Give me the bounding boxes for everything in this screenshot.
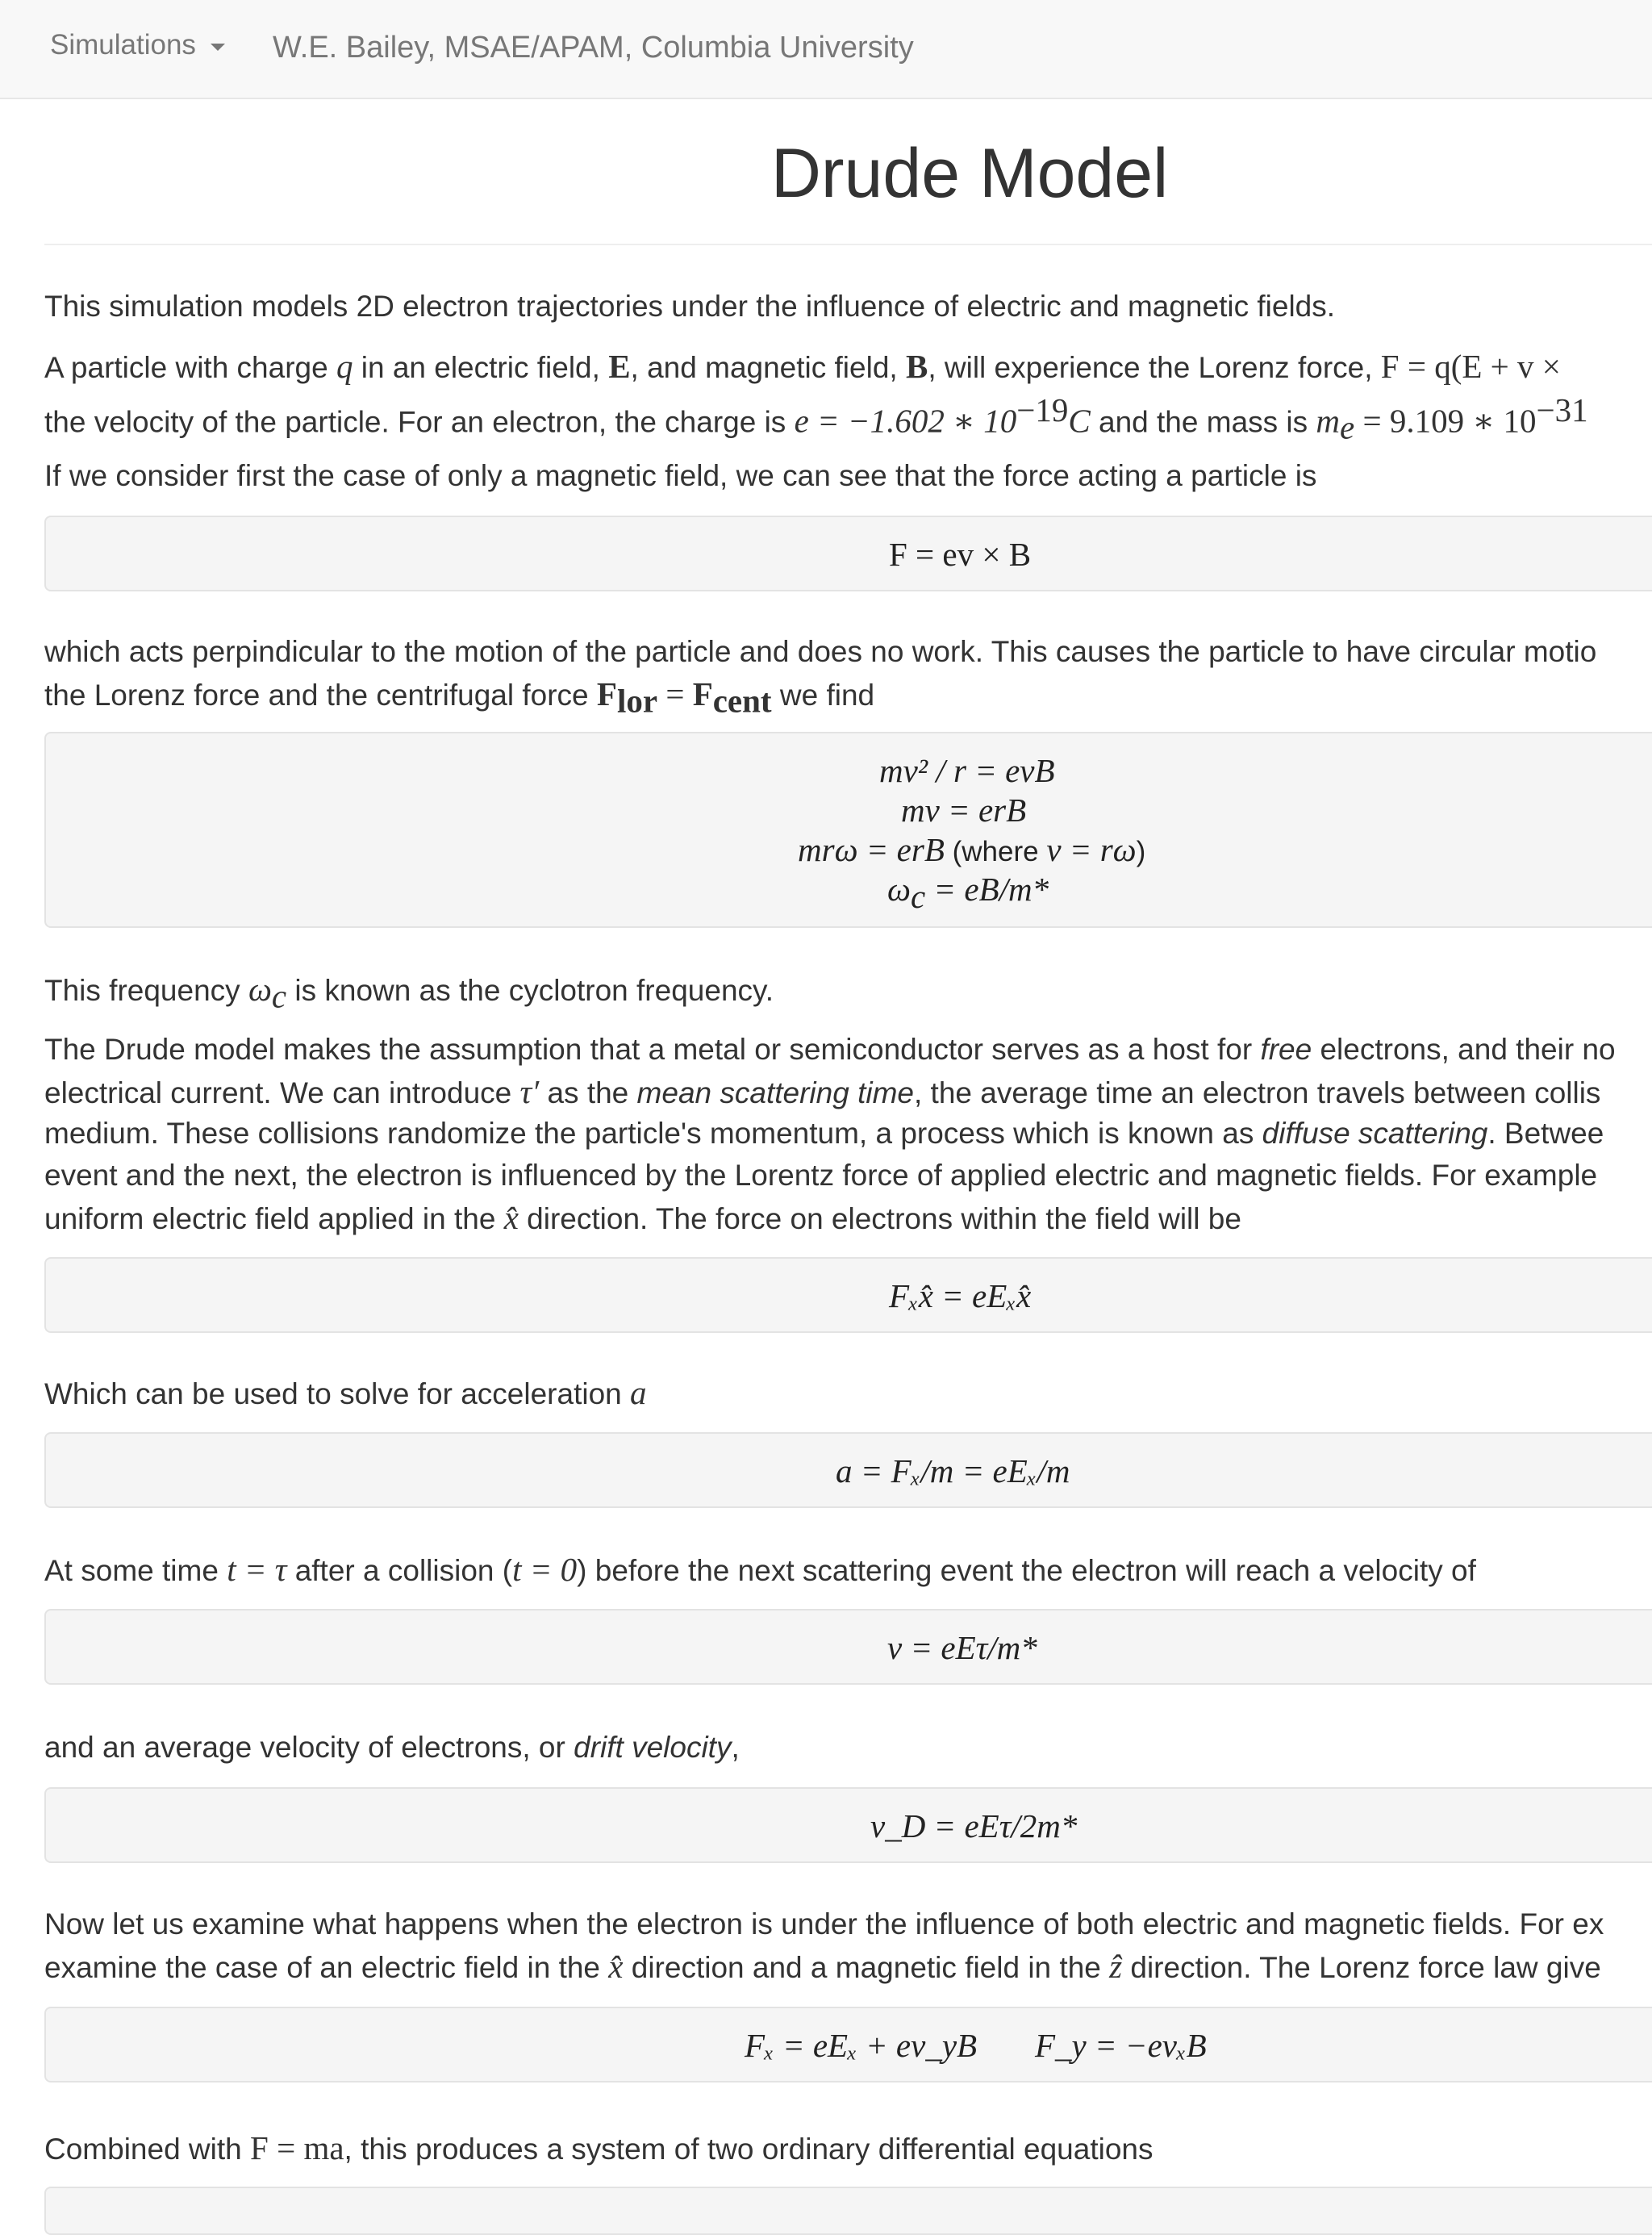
velocity-paragraph: At some time t = τ after a collision (t = 0) before the next scattering event the electron will reach a velocity of [44, 1551, 1476, 1588]
equation-box-lorenz-components [44, 2007, 1652, 2083]
equation-line-1: mv² / r = evB [879, 752, 1055, 789]
equation-acceleration: a = Fₓ/m = eEₓ/m [836, 1452, 1070, 1489]
caret-down-icon [211, 44, 225, 51]
page-title: Drude Model [770, 135, 1169, 212]
lorenz-paragraph-line-2: the velocity of the particle. For an electron, the charge is e = −1.602 ∗ $10^{-19}C$ and the mass is $m_e = 9.109$ ∗ $10^{-31}$ [44, 391, 1588, 446]
equation-box-force-x [44, 1257, 1652, 1333]
simulations-dropdown-label: Simulations [50, 29, 196, 61]
acceleration-paragraph: Which can be used to solve for acceleration a [44, 1374, 647, 1411]
equation-line-4: $\omega_c = eB/m*$ [887, 871, 1049, 916]
circular-motion-paragraph-line-1: which acts perpindicular to the motion of the particle and does no work. This causes the particle to have circular motio [44, 635, 1597, 668]
equation-box-force [44, 516, 1652, 591]
combined-fields-paragraph-line-1: Now let us examine what happens when the electron is under the influence of both electric and magnetic fields. For ex [44, 1907, 1604, 1940]
lorenz-paragraph-line-1: A particle with charge q in an electric field, E, and magnetic field, B, will experience the Lorenz force, F = q(E + v × [44, 348, 1561, 385]
equation-drift-velocity: v_D = eEτ/2m* [870, 1807, 1078, 1844]
drude-paragraph-line-4: event and the next, the electron is influenced by the Lorentz force of applied electric and magnetic fields. For example [44, 1159, 1598, 1192]
equation-force-x-component: Fₓ = eEₓ + ev_yB [745, 2027, 978, 2064]
ode-paragraph: Combined with F = ma, this produces a system of two ordinary differential equations [44, 2129, 1153, 2166]
equation-box-acceleration [44, 1432, 1652, 1508]
magnetic-only-paragraph: If we consider first the case of only a magnetic field, we can see that the force acting a particle is [44, 459, 1317, 492]
navbar-brand[interactable]: W.E. Bailey, MSAE/APAM, Columbia University [273, 31, 914, 65]
intro-paragraph: This simulation models 2D electron trajectories under the influence of electric and magnetic fields. [44, 290, 1336, 323]
cyclotron-paragraph: This frequency $\omega_c$ is known as the cyclotron frequency. [44, 971, 774, 1015]
equation-line-2: mv = erB [901, 792, 1027, 829]
equation-box-velocity [44, 1609, 1652, 1685]
drude-paragraph-line-2: electrical current. We can introduce τ′ as the mean scattering time, the average time an electron travels between collis [44, 1073, 1601, 1110]
drift-velocity-paragraph: and an average velocity of electrons, or drift velocity, [44, 1731, 740, 1764]
simulations-dropdown[interactable] [50, 29, 225, 61]
equation-box-cyclotron [44, 732, 1652, 928]
equation-force-x: Fₓx̂ = eEₓx̂ [889, 1277, 1032, 1314]
navbar [0, 0, 1652, 99]
equation-box-ode [44, 2187, 1652, 2235]
drude-paragraph-line-5: uniform electric field applied in the x̂ direction. The force on electrons within the field will be [44, 1199, 1241, 1236]
title-divider [44, 244, 1652, 245]
combined-fields-paragraph-line-2: examine the case of an electric field in the x̂ direction and a magnetic field in the ẑ direction. The Lorenz force law give [44, 1948, 1601, 1985]
equation-force: F = ev × B [889, 536, 1032, 573]
equation-box-drift-velocity [44, 1787, 1652, 1863]
drude-paragraph-line-3: medium. These collisions randomize the particle's momentum, a process which is known as diffuse scattering. Betwee [44, 1117, 1604, 1150]
drude-paragraph-line-1: The Drude model makes the assumption that a metal or semiconductor serves as a host for free electrons, and their no [44, 1033, 1616, 1066]
equation-force-y-component: F_y = −evₓB [1035, 2027, 1207, 2064]
equation-line-3: mrω = erB (where v = rω) [798, 831, 1146, 868]
circular-motion-paragraph-line-2: the Lorenz force and the centrifugal force $F_{lor} = F_{cent}$ we find [44, 675, 875, 720]
equation-velocity: v = eEτ/m* [887, 1629, 1037, 1666]
